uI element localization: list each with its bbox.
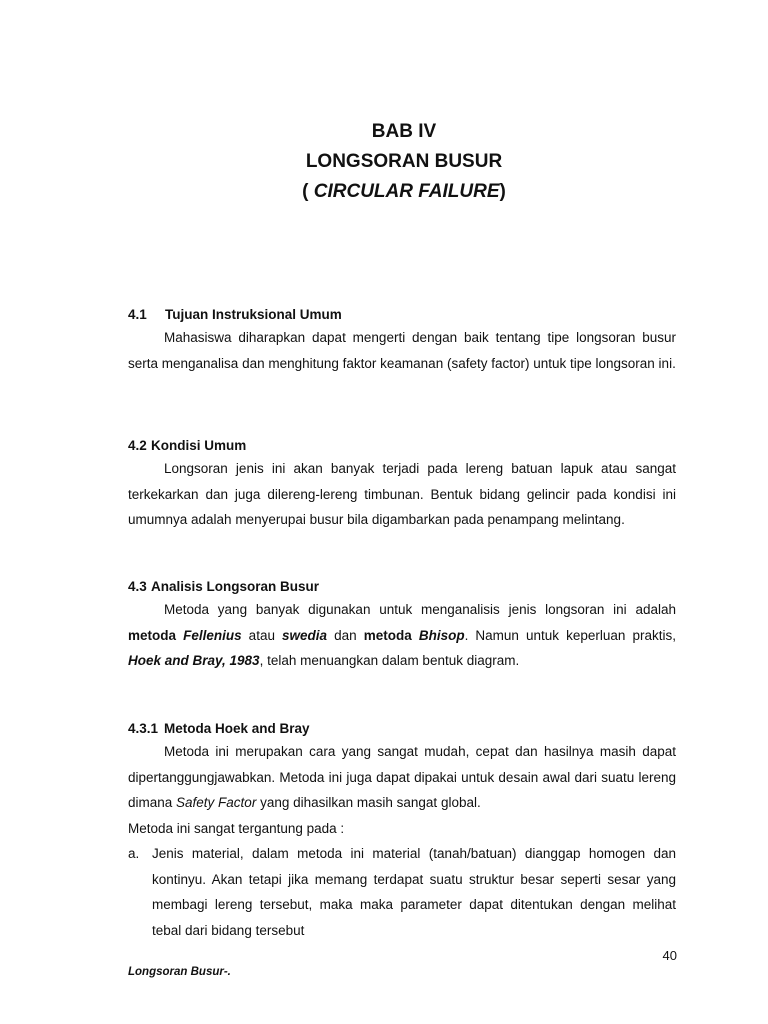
chapter-subtitle: ( CIRCULAR FAILURE)	[302, 181, 506, 202]
page-number: 40	[662, 948, 677, 963]
section-4-1-paragraph: Mahasiswa diharapkan dapat mengerti dengan baik tentang tipe longsoran busur serta menganalisa dan menghitung faktor keamanan (safety factor) untuk tipe longsoran ini.	[128, 330, 676, 371]
page-footer: Longsoran Busur-.	[128, 966, 231, 978]
section-4-3-paragraph: Metoda yang banyak digunakan untuk menganalisis jenis longsoran ini adalah metoda Fellenius atau swedia dan metoda Bhisop. Namun untuk keperluan praktis, Hoek and Bray, 1983, telah menuangkan dalam bentuk diagram.	[128, 602, 676, 668]
section-heading-4-1: 4.1 Tujuan Instruksional Umum	[128, 307, 342, 322]
list-item-a	[128, 841, 676, 943]
section-4-2-paragraph: Longsoran jenis ini akan banyak terjadi pada lereng batuan lapuk atau sangat terkekarkan dan juga dilereng-lereng timbunan. Bentuk bidang gelincir pada kondisi ini umumnya adalah menyerupai busur bila digambarkan pada penampang melintang.	[128, 461, 676, 527]
section-4-3-1-intro: Metoda ini sangat tergantung pada :	[128, 821, 345, 836]
list-item-label: a.	[128, 846, 140, 861]
chapter-title: LONGSORAN BUSUR	[305, 151, 503, 172]
section-heading-4-3: 4.3 Analisis Longsoran Busur	[128, 579, 320, 594]
list-item-text: Jenis material, dalam metoda ini material (tanah/batuan) dianggap homogen dan kontinyu. Akan tetapi jika memang terdapat suatu struktur besar seperti sesar yang membagi lereng tersebut, maka maka parameter dapat ditentukan dengan melihat tebal dari bidang tersebut	[152, 846, 676, 938]
section-heading-4-2: 4.2 Kondisi Umum	[128, 438, 247, 453]
section-4-3-1-paragraph: Metoda ini merupakan cara yang sangat mudah, cepat dan hasilnya masih dapat dipertanggungjawabkan. Metoda ini juga dapat dipakai untuk desain awal dari suatu lereng dimana Safety Factor yang dihasilkan masih sangat global.	[128, 744, 676, 810]
section-heading-4-3-1: 4.3.1 Metoda Hoek and Bray	[128, 721, 310, 736]
chapter-number: BAB IV	[371, 121, 437, 142]
